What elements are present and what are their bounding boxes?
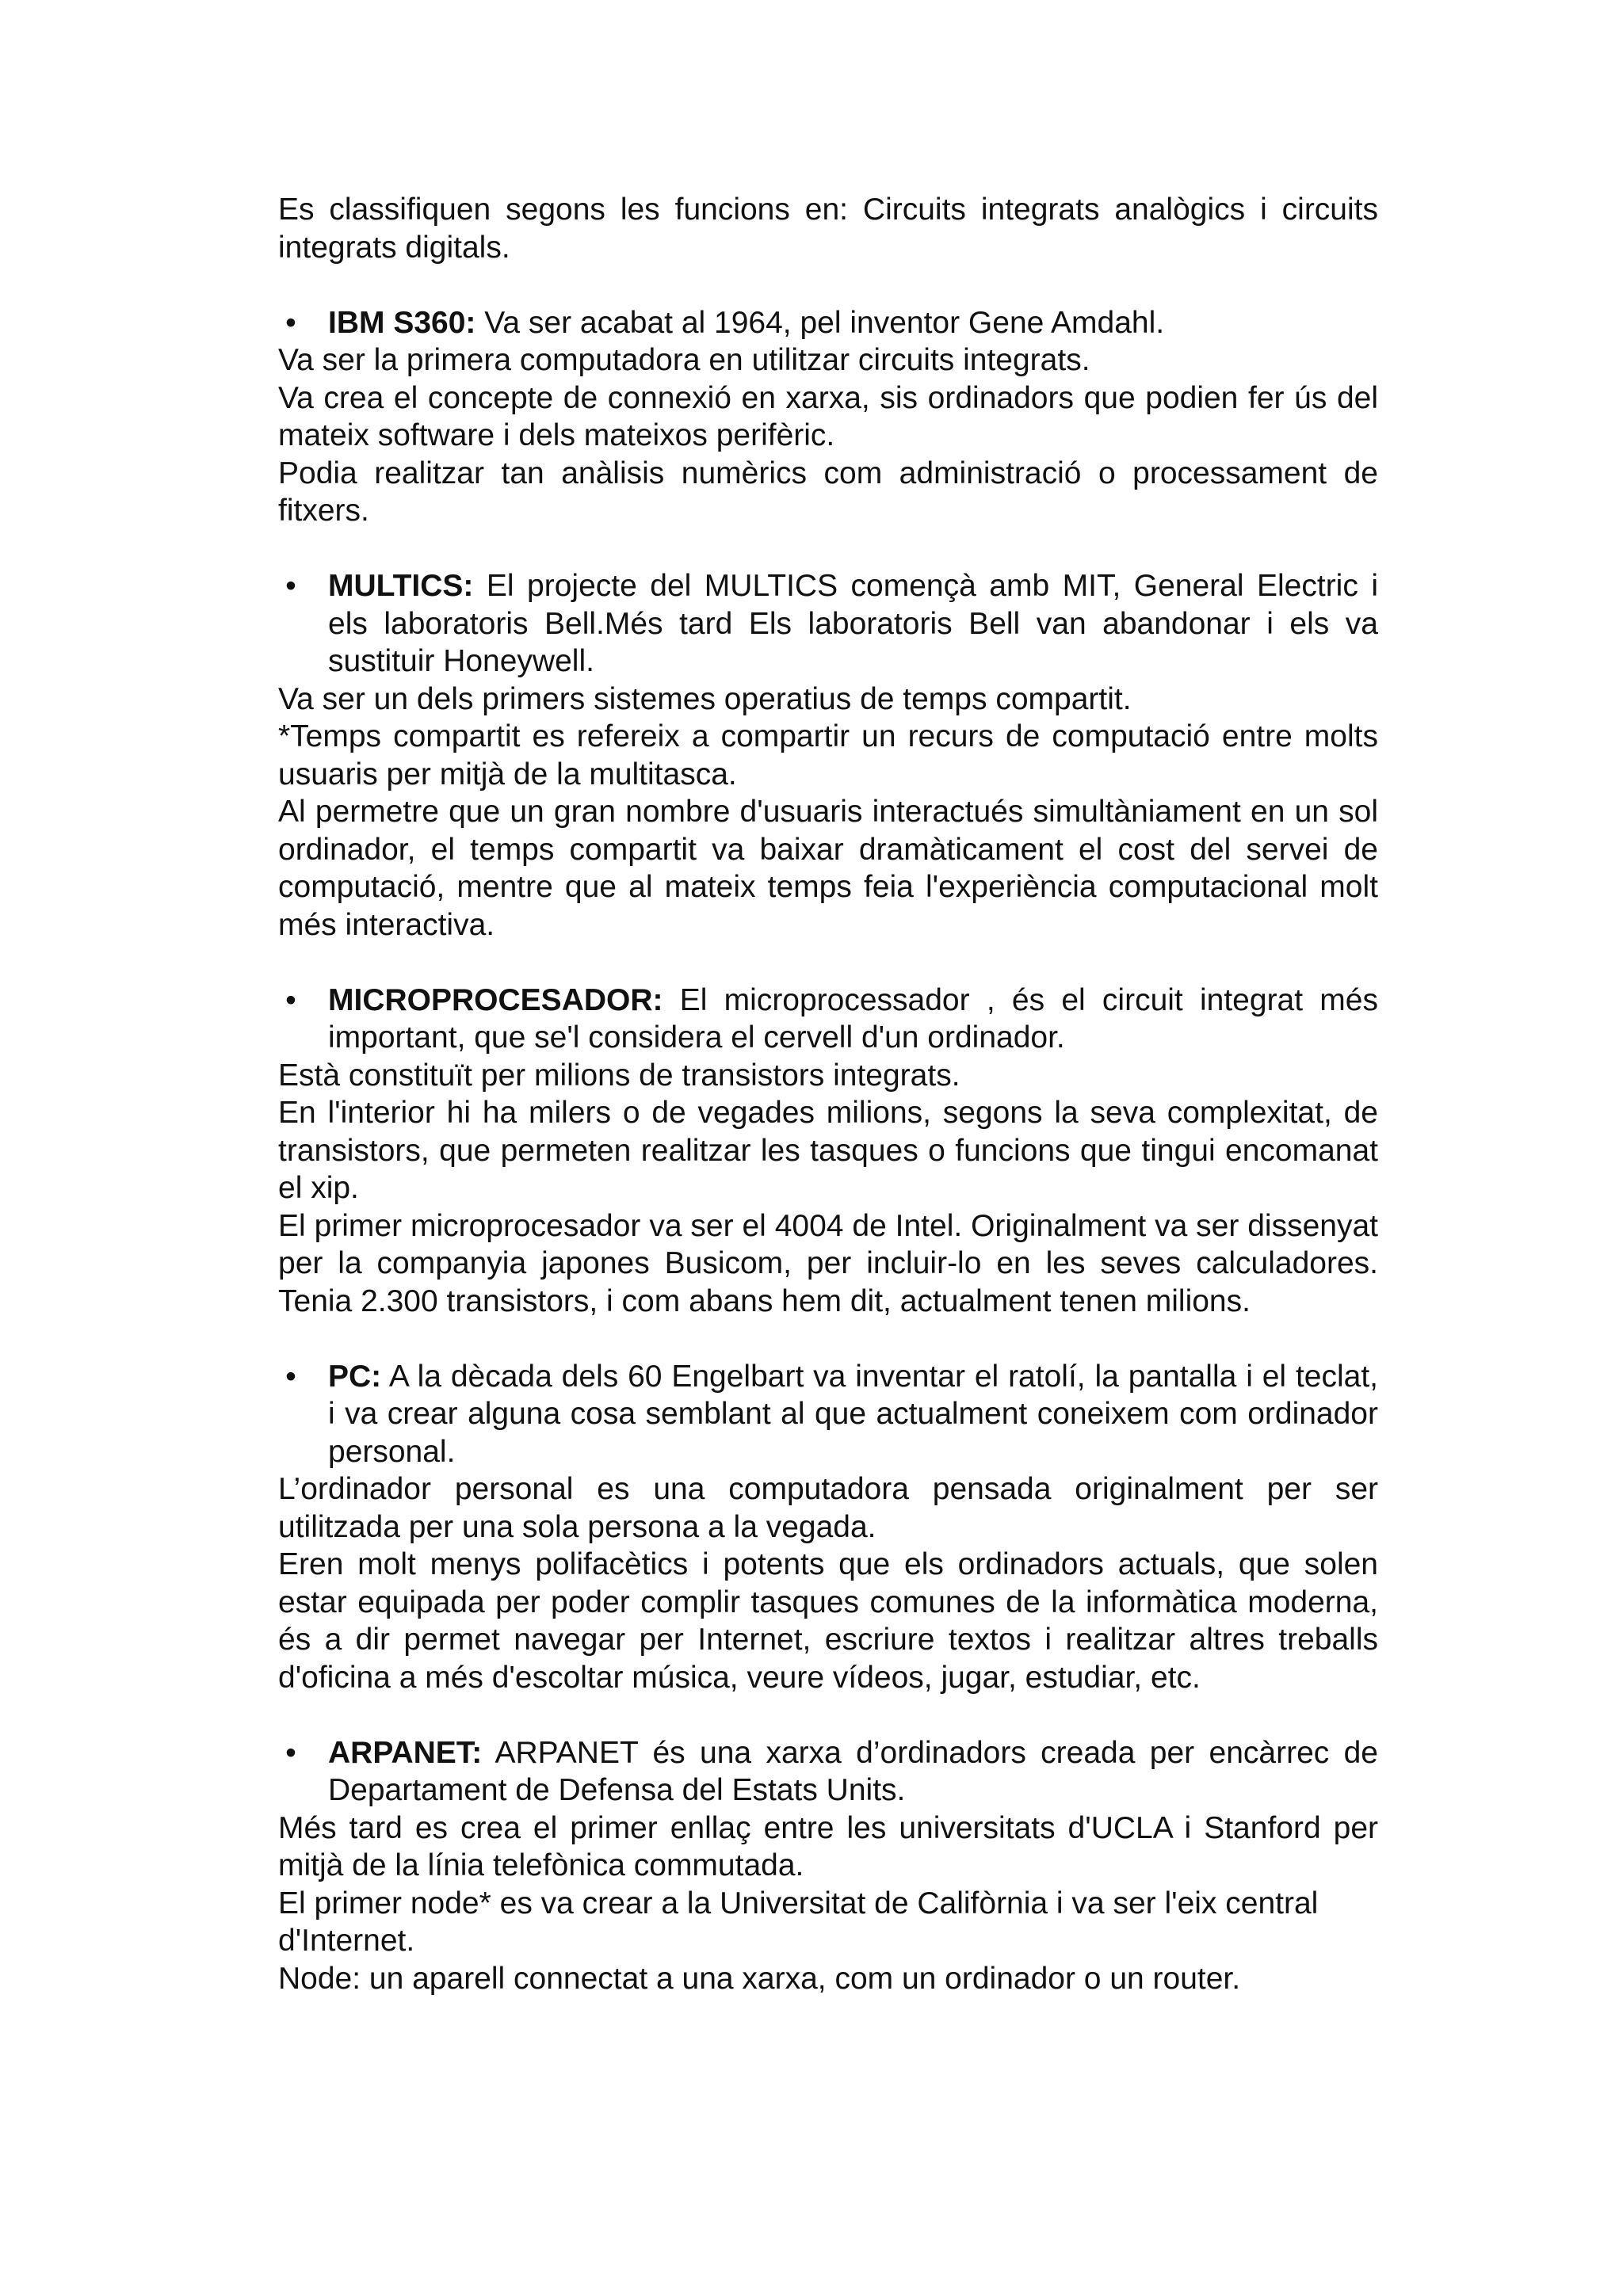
bullet-icon: • [285, 569, 296, 603]
section-paragraph: Està constituït per milions de transistors integrats. [278, 1058, 960, 1093]
bullet-icon: • [285, 1359, 296, 1394]
section-paragraph: Més tard es crea el primer enllaç entre les universitats d'UCLA i Stanford per mitjà de la línia telefònica commutada. [278, 1810, 1378, 1882]
section-paragraph: Va crea el concepte de connexió en xarxa, sis ordinadors que podien fer ús del mateix software i dels mateixos perifèric. [278, 380, 1378, 452]
section-paragraph: Node: un aparell connectat a una xarxa, com un ordinador o un router. [278, 1961, 1241, 1996]
section-paragraph: L’ordinador personal es una computadora pensada originalment per ser utilitzada per una sola persona a la vegada. [278, 1472, 1378, 1544]
section-paragraph: Va ser un dels primers sistemes operatius de temps compartit. [278, 681, 1132, 716]
bullet-icon: • [285, 982, 296, 1017]
section-paragraph: *Temps compartit es refereix a compartir un recurs de computació entre molts usuaris per mitjà de la multitasca. [278, 719, 1378, 791]
section-title: IBM S360: [328, 305, 476, 340]
section-paragraph: Eren molt menys polifacètics i potents que els ordinadors actuals, que solen estar equipada per poder complir tasques comunes de la informàtica moderna, és a dir permet navegar per Internet, escriure textos i realitzar altres treballs d'oficina a més d'escoltar música, veure vídeos, jugar, estudiar, etc. [278, 1547, 1378, 1695]
section-lead-text: ARPANET és una xarxa d’ordinadors creada per encàrrec de Departament de Defensa del Estats Units. [328, 1735, 1378, 1807]
section-arpanet [278, 1734, 1378, 1810]
section-microprocesador [278, 982, 1378, 1057]
spacer [278, 944, 1378, 982]
document-body [278, 191, 1378, 1997]
section-title: PC: [328, 1359, 382, 1394]
intro-paragraph: Es classifiquen segons les funcions en: Circuits integrats analògics i circuits integrats digitals. [278, 193, 1378, 265]
section-multics [278, 567, 1378, 681]
section-pc [278, 1358, 1378, 1471]
spacer [278, 1320, 1378, 1358]
section-lead-text: El projecte del MULTICS començà amb MIT, General Electric i els laboratoris Bell.Més tard Els laboratoris Bell van abandonar i els va sustituir Honeywell. [328, 569, 1378, 678]
section-lead-text: Va ser acabat al 1964, pel inventor Gene Amdahl. [484, 305, 1165, 340]
section-paragraph: Al permetre que un gran nombre d'usuaris interactués simultàniament en un sol ordinador, el temps compartit va baixar dramàticament el cost del servei de computació, mentre que al mateix temps feia l'experiència computacional molt més interactiva. [278, 795, 1378, 942]
section-lead-text: El microprocessador , és el circuit integrat més important, que se'l considera el cervell d'un ordinador. [328, 982, 1378, 1055]
section-paragraph: El primer microprocesador va ser el 4004 de Intel. Originalment va ser dissenyat per la companyia japones Busicom, per incluir-lo en les seves calculadores. Tenia 2.300 transistors, i com abans hem dit, actualment tenen milions. [278, 1208, 1378, 1318]
section-paragraph: El primer node* es va crear a la Universitat de Califòrnia i va ser l'eix central d'Internet. [278, 1886, 1319, 1958]
bullet-icon: • [285, 1735, 296, 1770]
section-paragraph: En l'interior hi ha milers o de vegades milions, segons la seva complexitat, de transistors, que permeten realitzar les tasques o funcions que tingui encomanat el xip. [278, 1096, 1378, 1205]
section-lead-text: A la dècada dels 60 Engelbart va inventar el ratolí, la pantalla i el teclat, i va crear alguna cosa semblant al que actualment coneixem com ordinador personal. [328, 1359, 1379, 1469]
section-title: ARPANET: [328, 1735, 483, 1770]
section-title: MICROPROCESADOR: [328, 982, 663, 1017]
spacer [278, 266, 1378, 304]
spacer [278, 530, 1378, 568]
section-title: MULTICS: [328, 569, 474, 603]
spacer [278, 1696, 1378, 1734]
section-paragraph: Podia realitzar tan anàlisis numèrics com administració o processament de fitxers. [278, 456, 1378, 528]
section-ibm-s360 [278, 304, 1378, 342]
section-paragraph: Va ser la primera computadora en utilitzar circuits integrats. [278, 343, 1090, 377]
bullet-icon: • [285, 305, 296, 340]
